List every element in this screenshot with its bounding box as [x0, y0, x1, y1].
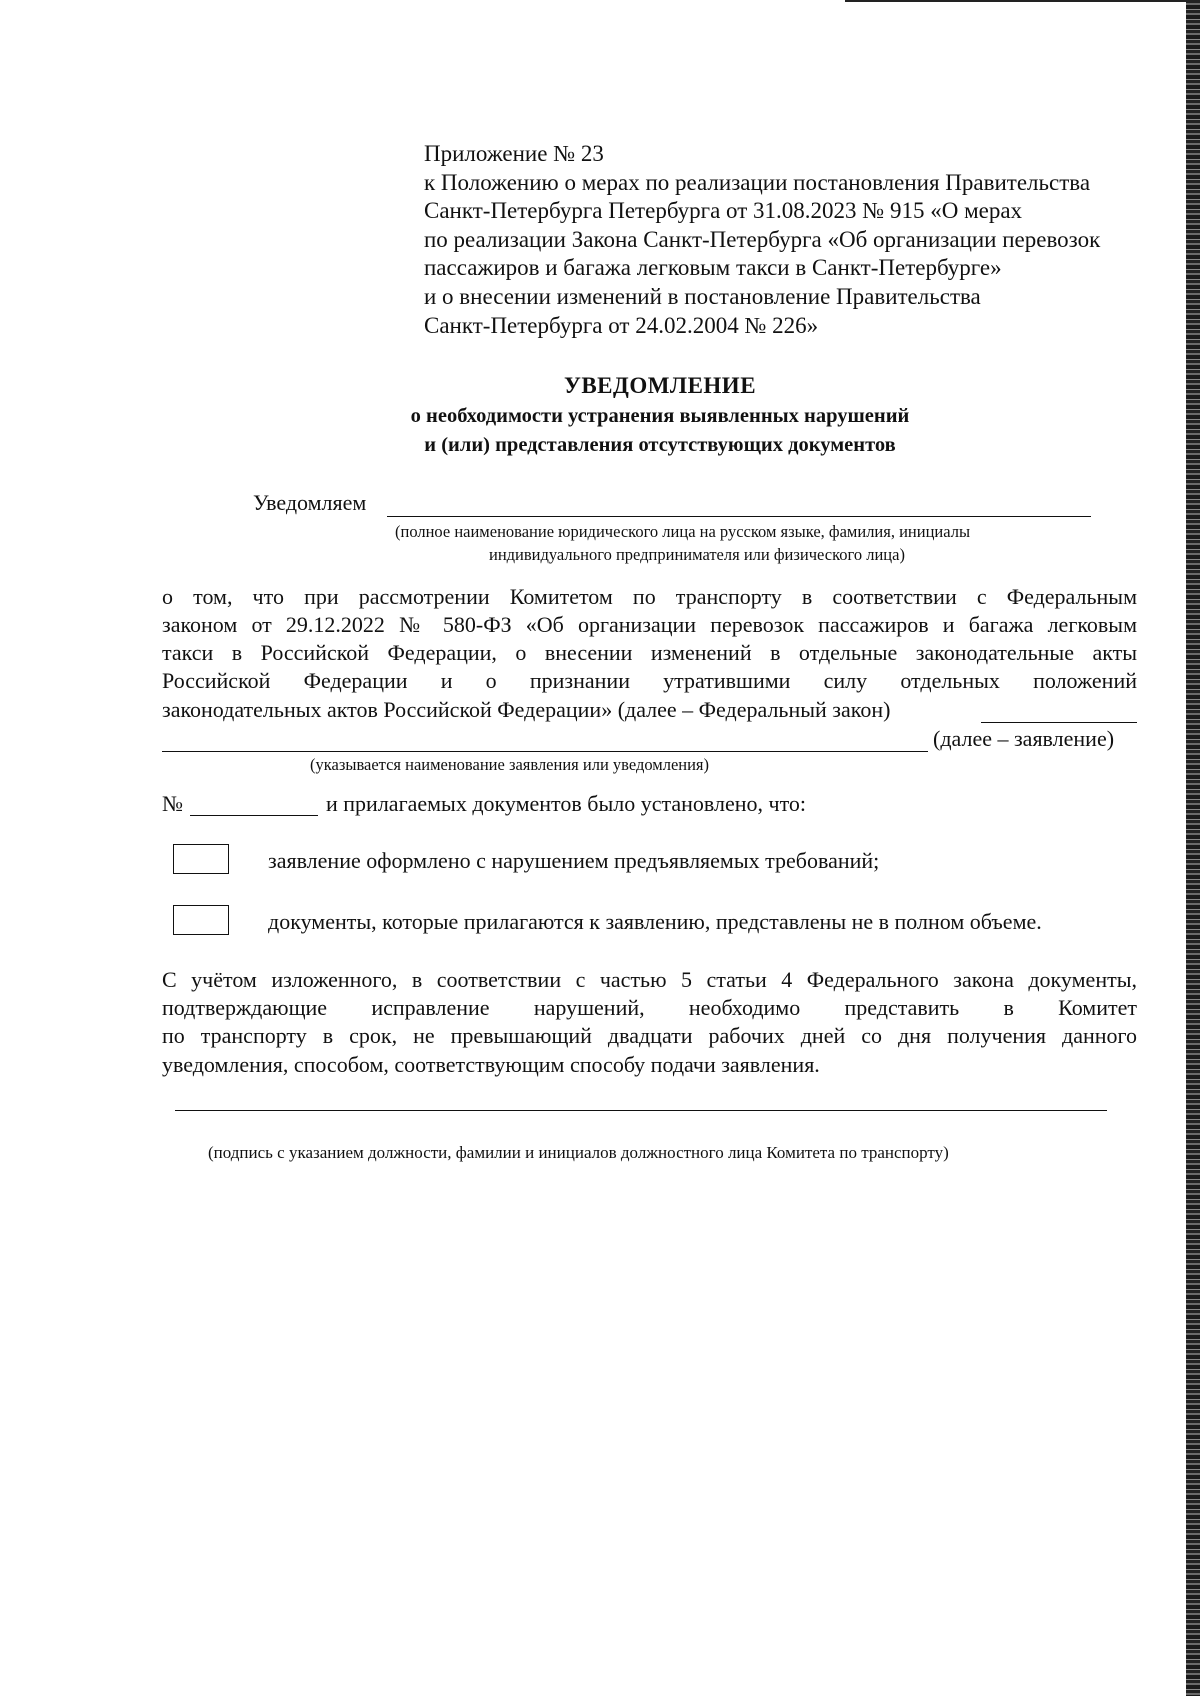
statement-hint: (указывается наименование заявления или уведомления)	[310, 755, 710, 774]
document-title: УВЕДОМЛЕНИЕ	[563, 373, 757, 398]
statement-name-field-continued[interactable]	[162, 751, 928, 752]
conclusion-text-line: уведомления, способом, соответствующим способу подачи заявления.	[162, 1052, 820, 1077]
recipient-hint: (полное наименование юридического лица на русском языке, фамилия, инициалы	[395, 522, 971, 541]
signature-hint: (подпись с указанием должности, фамилии и инициалов должностного лица Комитета по транспорту)	[208, 1143, 949, 1162]
violation-option-label: заявление оформлено с нарушением предъявляемых требований;	[268, 848, 880, 873]
conclusion-text-line: по транспорту в срок, не превышающий двадцати рабочих дней со дня получения данного	[162, 1023, 1137, 1048]
statement-suffix: (далее – заявление)	[933, 726, 1115, 751]
body-text-line: законодательных актов Российской Федерации» (далее – Федеральный закон)	[162, 697, 891, 722]
body-text-line: такси в Российской Федерации, о внесении изменений в отдельные законодательные акты	[162, 640, 1137, 665]
recipient-name-field[interactable]	[387, 516, 1091, 517]
appendix-line: и о внесении изменений в постановление Правительства	[424, 283, 981, 309]
document-subtitle: о необходимости устранения выявленных нарушений	[410, 405, 910, 427]
appendix-line: Санкт-Петербурга Петербурга от 31.08.2023 № 915 «О мерах	[424, 198, 1023, 224]
scan-edge-top	[845, 0, 1200, 2]
statement-number-field[interactable]	[190, 815, 318, 816]
incomplete-documents-option-label: документы, которые прилагаются к заявлению, представлены не в полном объеме.	[268, 909, 1042, 934]
conclusion-text-line: подтверждающие исправление нарушений, необходимо представить в Комитет	[162, 995, 1137, 1020]
body-text-line: о том, что при рассмотрении Комитетом по транспорту в соответствии с Федеральным	[162, 584, 1137, 609]
number-sign: №	[162, 791, 183, 816]
appendix-line: Санкт-Петербурга от 24.02.2004 № 226»	[424, 312, 819, 338]
body-text-line: законом от 29.12.2022 № 580-ФЗ «Об организации перевозок пассажиров и багажа легковым	[162, 612, 1137, 637]
appendix-line: пассажиров и багажа легковым такси в Санкт-Петербурге»	[424, 255, 1002, 281]
notify-label: Уведомляем	[253, 490, 367, 515]
scan-edge-right	[1186, 0, 1200, 1696]
appendix-reference	[424, 140, 1100, 340]
signature-field[interactable]	[175, 1110, 1107, 1111]
appendix-number: Приложение № 23	[424, 141, 604, 166]
appendix-line: к Положению о мерах по реализации постановления Правительства	[424, 169, 1091, 195]
violation-checkbox[interactable]	[173, 844, 229, 874]
body-text-line: Российской Федерации и о признании утратившими силу отдельных положений	[162, 668, 1137, 693]
appendix-line: по реализации Закона Санкт-Петербурга «Об организации перевозок	[424, 226, 1101, 252]
document-subtitle: и (или) представления отсутствующих документов	[424, 434, 896, 456]
conclusion-text-line: С учётом изложенного, в соответствии с частью 5 статьи 4 Федерального закона документы,	[162, 967, 1137, 992]
recipient-hint: индивидуального предпринимателя или физического лица)	[489, 545, 905, 564]
number-suffix: и прилагаемых документов было установлено, что:	[326, 791, 807, 816]
incomplete-documents-checkbox[interactable]	[173, 905, 229, 935]
statement-name-field[interactable]	[981, 722, 1137, 723]
